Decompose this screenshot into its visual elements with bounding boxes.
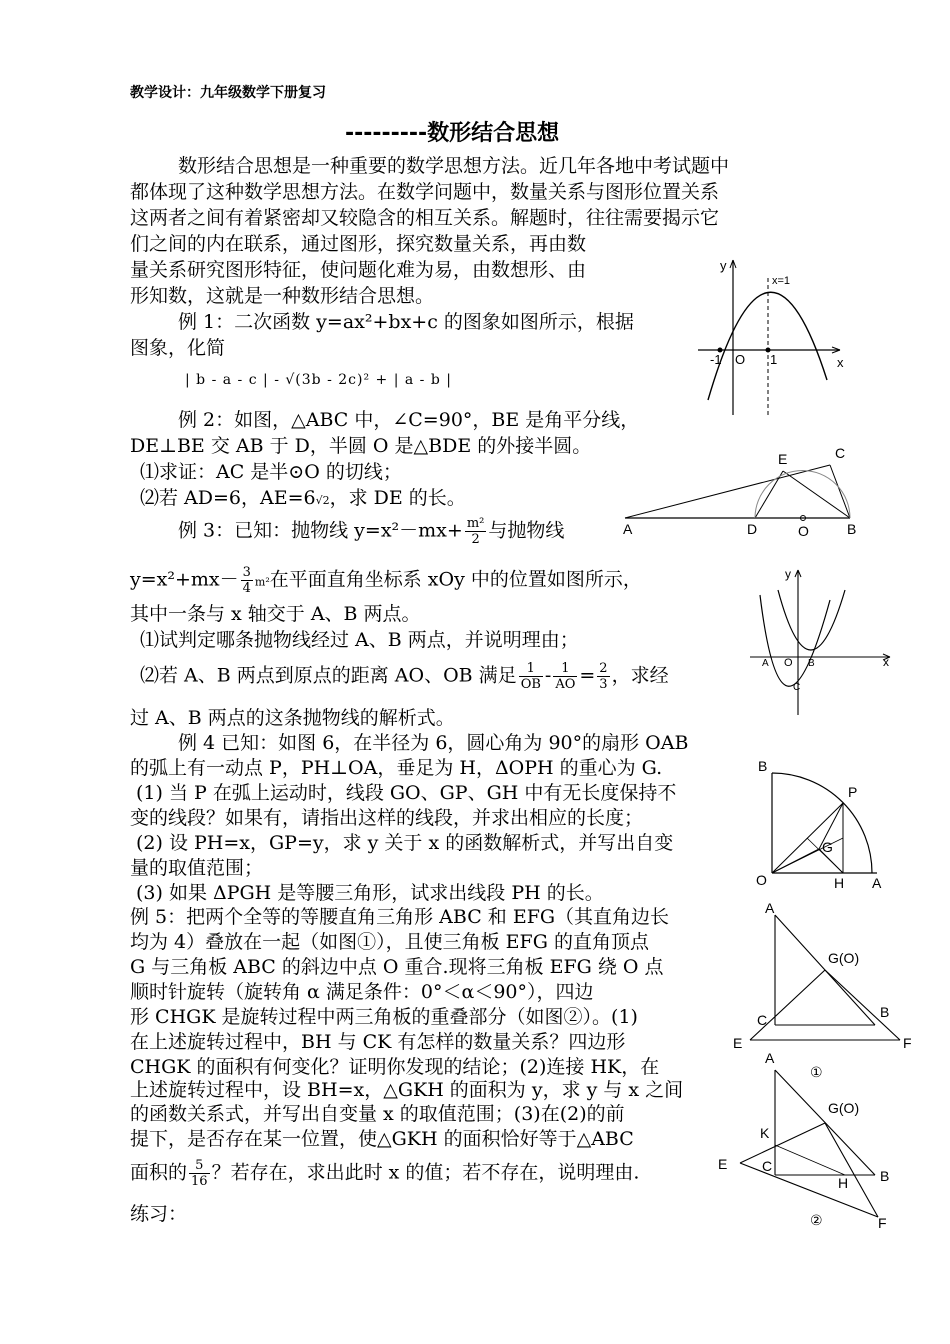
svg-text:①: ① [810,1064,823,1080]
ex4-q1: 变的线段？如果有，请指出这样的线段，并求出相应的长度； [130,807,644,829]
svg-text:F: F [903,1035,912,1051]
svg-text:B: B [847,521,857,537]
ex2-line: DE⊥BE 交 AB 于 D，半圆 O 是△BDE 的外接半圆。 [130,435,592,457]
svg-text:B: B [880,1168,890,1184]
label-y: y [720,258,727,273]
fraction: $\frac{2}{3}$ [599,661,608,692]
ex3-line: 过 A、B 两点的这条抛物线的解析式。 [130,707,455,729]
svg-text:O: O [756,872,767,888]
ex5-line: CHGK 的面积有何变化？证明你发现的结论；(2)连接 HK，在 [130,1056,660,1078]
label-axis: x=1 [772,275,791,287]
parabola-figure [690,250,850,420]
svg-text:x: x [883,655,889,669]
ex5-line: 在上述旋转过程中，BH 与 CK 有怎样的数量关系？四边形 [130,1031,626,1053]
svg-text:K: K [760,1125,770,1141]
ex5-line: 面积的 $\frac{5}{16}$ ？若存在，求出此时 x 的值；若不存在，说明理由. [130,1158,640,1189]
ex1-line: 例 1：二次函数 y=ax²+bx+c 的图象如图所示，根据 [178,311,634,333]
svg-text:D: D [747,521,758,537]
ex5-line: 形 CHGK 是旋转过程中两三角板的重叠部分（如图②）。(1) [130,1006,638,1028]
ex5-line: 例 5：把两个全等的等腰直角三角形 ABC 和 EFG（其直角边长 [130,906,670,928]
ex5-line: 提下，是否存在某一位置，使△GKH 的面积恰好等于△ABC [130,1128,634,1150]
svg-text:E: E [733,1035,743,1051]
svg-text:H: H [838,1175,849,1191]
svg-text:P: P [848,784,858,800]
label-x: x [837,355,844,370]
ex3-line: 例 3：已知：抛物线 y=x²－mx+ $\frac{\text{m²}}{2}$ 与抛物线 [178,516,565,547]
fraction: $\frac{3}{4}$ [242,565,251,596]
svg-text:②: ② [810,1212,823,1228]
fraction: $\frac{\text{m²}}{2}$ [466,516,485,547]
ex5-line: G 与三角板 ABC 的斜边中点 O 重合.现将三角板 EFG 绕 O 点 [130,956,664,978]
svg-text:A: A [623,521,633,537]
svg-text:G: G [822,839,833,855]
ex5-line: 均为 4）叠放在一起（如图①），且使三角板 EFG 的直角顶点 [130,931,649,953]
sector-figure [750,755,900,895]
svg-text:E: E [778,451,788,467]
ex4-q3: (3) 如果 ΔPGH 是等腰三角形，试求出线段 PH 的长。 [136,882,604,904]
svg-text:C: C [762,1158,773,1174]
ex3-q2: ⑵若 A、B 两点到原点的距离 AO、OB 满足 $\frac{1}{OB}$ - $\frac{1}{AO}$ = $\frac{2}{3}$ ，求经 [140,661,669,692]
fraction: $\frac{1}{OB}$ [520,661,541,692]
ex4-line: 的弧上有一动点 P，PH⊥OA，垂足为 H，ΔOPH 的重心为 G. [130,757,663,779]
intro-line: 数形结合思想是一种重要的数学思想方法。近几年各地中考试题中 [178,155,730,177]
page-title: ---------数形结合思想 [345,121,560,146]
svg-text:H: H [834,875,845,891]
ex5-line: 顺时针旋转（旋转角 α 满足条件：0°＜α＜90°），四边 [130,981,594,1003]
two-parabolas-figure [740,560,900,720]
ex2-q1: ⑴求证：AC 是半⊙O 的切线； [140,461,402,483]
ex4-q1: (1) 当 P 在弧上运动时，线段 GO、GP、GH 中有无长度保持不 [136,782,677,804]
label-neg1: -1 [710,352,722,367]
ex4-q2: 量的取值范围； [130,857,264,879]
ex3-q1: ⑴试判定哪条抛物线经过 A、B 两点，并说明理由； [140,629,579,651]
fraction: $\frac{1}{AO}$ [555,661,576,692]
ex2-line: 例 2：如图，△ABC 中，∠C=90°，BE 是角平分线， [178,409,640,431]
ex5-line: 上述旋转过程中，设 BH=x，△GKH 的面积为 y，求 y 与 x 之间 [130,1079,684,1101]
ex4-q2: (2) 设 PH=x，GP=y，求 y 关于 x 的函数解析式，并写出自变 [136,832,674,854]
svg-text:A: A [762,658,769,669]
intro-line: 形知数，这就是一种数形结合思想。 [130,285,435,307]
svg-text:y: y [785,567,791,581]
svg-text:B: B [880,1004,890,1020]
svg-text:O: O [798,523,809,539]
label-one: 1 [770,352,778,367]
svg-text:A: A [765,900,775,916]
ex1-formula: | b - a - c | - √(3b - 2c)² + | a - b | [185,372,452,388]
svg-text:B: B [758,758,768,774]
svg-text:G(O): G(O) [828,950,860,966]
svg-text:B: B [808,658,815,669]
ex2-q2: ⑵若 AD=6，AE=6√2，求 DE 的长。 [140,487,466,509]
svg-text:G(O): G(O) [828,1100,860,1116]
page-header: 教学设计：九年级数学下册复习 [130,85,326,101]
intro-line: 们之间的内在联系，通过图形，探究数量关系，再由数 [130,233,587,255]
ex1-line: 图象，化简 [130,337,226,359]
practice-heading: 练习： [130,1203,188,1225]
triangles-figure-2 [710,1045,910,1235]
svg-text:C: C [793,682,801,693]
triangle-semicircle-figure [615,440,875,540]
ex3-line: 其中一条与 x 轴交于 A、B 两点。 [130,603,421,625]
label-origin: O [735,352,746,367]
svg-text:C: C [835,445,846,461]
ex4-line: 例 4 已知：如图 6，在半径为 6，圆心角为 90°的扇形 OAB [178,732,689,754]
fraction: $\frac{5}{16}$ [191,1158,208,1189]
svg-text:F: F [878,1215,887,1231]
intro-line: 这两者之间有着紧密却又较隐含的相互关系。解题时，往往需要揭示它 [130,207,720,229]
intro-line: 都体现了这种数学思想方法。在数学问题中，数量关系与图形位置关系 [130,181,720,203]
svg-text:A: A [872,875,882,891]
svg-text:C: C [757,1012,768,1028]
ex3-line: y=x²+mx－ $\frac{3}{4}$ m²在平面直角坐标系 xOy 中的位置如图所示， [130,565,642,596]
intro-line: 量关系研究图形特征，使问题化难为易，由数想形、由 [130,259,587,281]
svg-text:E: E [718,1156,728,1172]
ex5-line: 的函数关系式，并写出自变量 x 的取值范围；(3)在(2)的前 [130,1103,625,1125]
svg-text:A: A [765,1050,775,1066]
svg-text:O: O [784,657,793,669]
